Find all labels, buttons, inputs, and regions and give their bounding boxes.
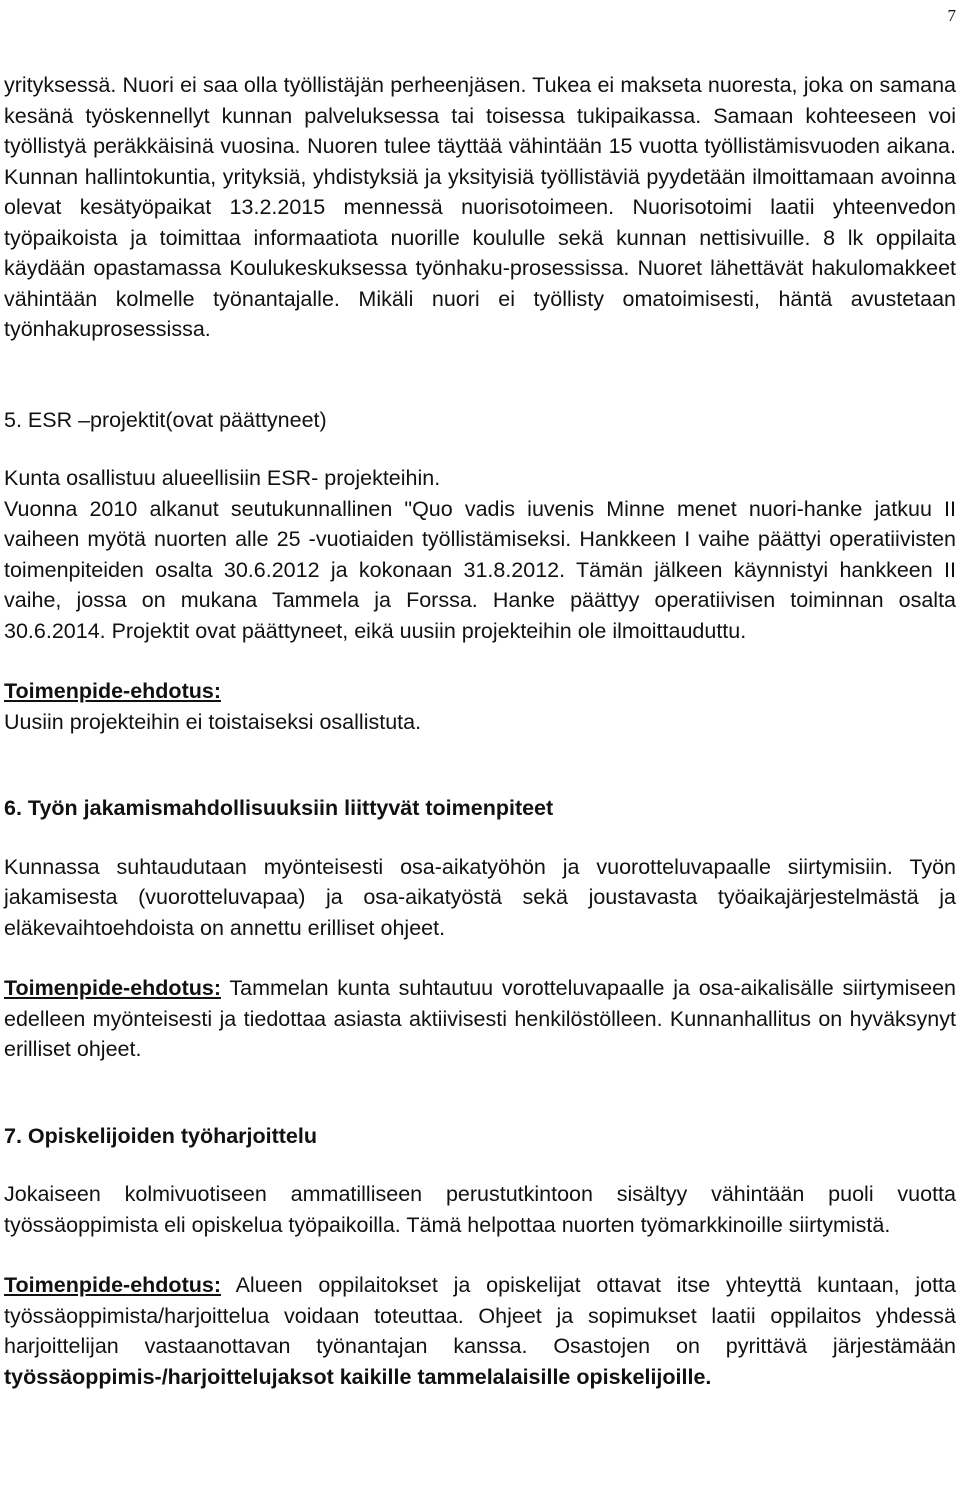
section5-heading: 5. ESR –projektit(ovat päättyneet) [4, 407, 327, 432]
document-body [4, 70, 956, 1392]
section6-heading: 6. Työn jakamismahdollisuuksiin liittyvät toimenpiteet [4, 796, 554, 820]
section6-proposal [4, 973, 956, 1065]
section7-heading: 7. Opiskelijoiden työharjoittelu [4, 1123, 317, 1148]
section7-paragraph: Jokaiseen kolmivuotiseen ammatilliseen perustutkintoon sisältyy vähintään puoli vuotta työssäoppimista eli opiskelua työpaikoilla. Tämä helpottaa nuorten työmarkkinoille siirtymistä. [4, 1182, 956, 1237]
section5-paragraph: Vuonna 2010 alkanut seutukunnallinen "Quo vadis iuvenis Minne menet nuori-hanke jatkuu II vaiheen myötä nuorten alle 25 -vuotiaiden työllistämiseksi. Hankkeen I vaihe päättyi operatiivisten toimenpiteiden osalta 30.6.2012 ja kokonaan 31.8.2012. Tämän jälkeen käynnistyi hankkeen II vaihe, jossa on mukana Tammela ja Forssa. Hanke päättyy operatiivisen toiminnan osalta 30.6.2014. Projektit ovat päättyneet, eikä uusiin projekteihin ole ilmoittauduttu. [4, 496, 956, 643]
intro-paragraph: yrityksessä. Nuori ei saa olla työllistäjän perheenjäsen. Tukea ei makseta nuoresta, joka on samana kesänä työskennellyt kunnan palveluksessa tai toisessa tukipaikassa. Samaan kohteeseen voi työllistyä peräkkäisinä vuosina. Nuoren tulee täyttää vähintään 15 vuotta työllistämisvuoden aikana. Kunnan hallintokuntia, yrityksiä, yhdistyksiä ja yksityisiä työllistäviä pyydetään ilmoittamaan avoinna olevat kesätyöpaikat 13.2.2015 mennessä nuorisotoimeen. Nuorisotoimi laatii yhteenvedon työpaikoista ja toimittaa informaatiota nuorille koululle sekä kunnan nettisivuille. 8 lk oppilaita käydään opastamassa Koulukeskuksessa työnhaku-prosessissa. Nuoret lähettävät hakulomakkeet vähintään kolmelle työnantajalle. Mikäli nuori ei työllisty omatoimisesti, häntä avustetaan työnhakuprosessissa. [4, 73, 956, 341]
section7-proposal [4, 1270, 956, 1392]
section7-proposal-bold: työssäoppimis-/harjoittelujaksot kaikille tammelalaisille opiskelijoille. [4, 1364, 712, 1389]
section7-proposal-text: Alueen oppilaitokset ja opiskelijat ottavat itse yhteyttä kuntaan, jotta työssäoppimista/harjoittelua voidaan toteuttaa. Ohjeet ja sopimukset laatii oppilaitos yhdessä harjoittelijan vastaanottavan työnantajan kanssa. Osastojen on pyrittävä järjestämään [4, 1273, 956, 1358]
section5-proposal-text: Uusiin projekteihin ei toistaiseksi osallistuta. [4, 709, 422, 734]
section7-proposal-label: Toimenpide-ehdotus: [4, 1273, 221, 1297]
section5-line1: Kunta osallistuu alueellisiin ESR- projekteihin. [4, 466, 441, 490]
section6-proposal-text: Tammelan kunta suhtautuu vorotteluvapaalle ja osa-aikalisälle siirtymiseen edelleen myönteisesti ja tiedottaa asiasta aktiivisesti henkilöstölleen. Kunnanhallitus on hyväksynyt erilliset ohjeet. [4, 976, 956, 1061]
section6-proposal-label: Toimenpide-ehdotus: [4, 976, 221, 1000]
section6-paragraph: Kunnassa suhtaudutaan myönteisesti osa-aikatyöhön ja vuorotteluvapaalle siirtymisiin. Työn jakamisesta (vuorotteluvapaa) ja osa-aikatyöstä sekä joustavasta työaikajärjestelmästä ja eläkevaihtoehdoista on annettu erilliset ohjeet. [4, 854, 956, 940]
section5-proposal-label: Toimenpide-ehdotus: [4, 679, 221, 703]
page-number: 7 [947, 6, 956, 25]
section5-proposal [4, 676, 956, 737]
